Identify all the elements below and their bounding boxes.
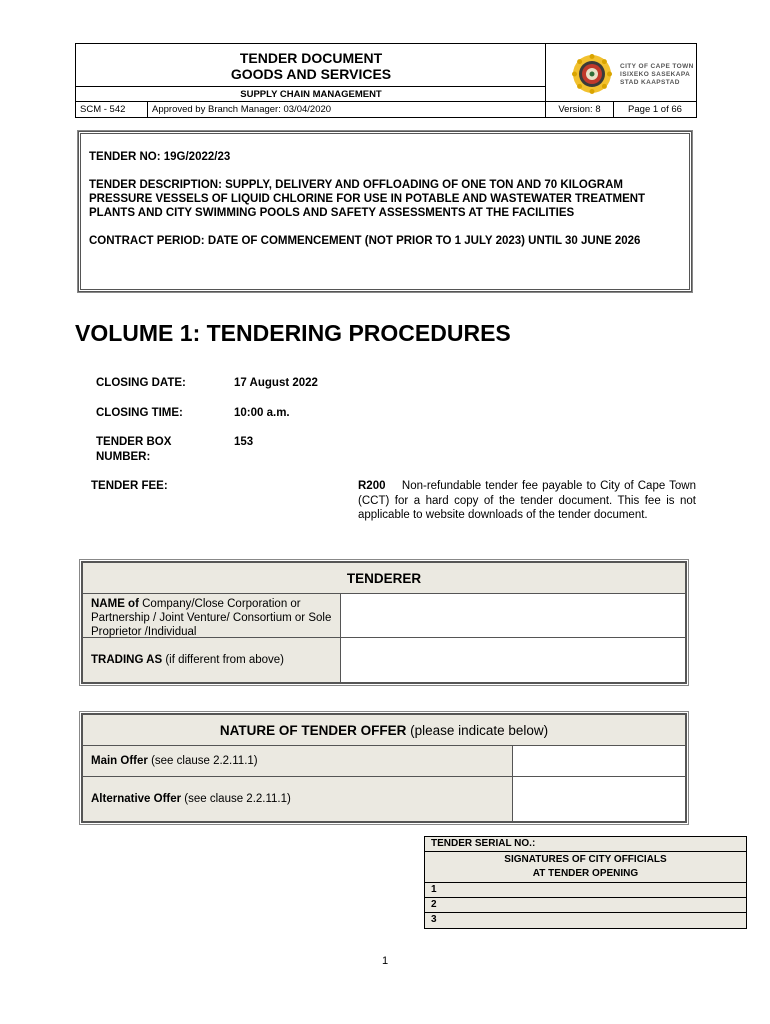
header-title-block [76, 44, 546, 101]
tenderer-name-row [83, 594, 685, 638]
serial-label: TENDER SERIAL NO.: [425, 837, 746, 852]
tender-fee-label: TENDER FEE: [91, 480, 168, 492]
trading-as-label: TRADING AS (if different from above) [83, 638, 341, 682]
closing-date-value: 17 August 2022 [234, 377, 318, 389]
tender-description: TENDER DESCRIPTION: SUPPLY, DELIVERY AND OFFLOADING OF ONE TON AND 70 KILOGRAM PRESSURE VESSELS OF LIQUID CHLORINE FOR USE IN POTABLE AND WASTEWATER TREATMENT PLANTS AND CITY SWIMMING POOLS AND SAFETY ASSESSMENTS AT THE FACILITIES [89, 179, 646, 219]
closing-date-label: CLOSING DATE: [96, 377, 186, 389]
nature-of-offer-table [81, 713, 687, 823]
page-number: 1 [381, 955, 389, 967]
volume-title: VOLUME 1: TENDERING PROCEDURES [75, 320, 511, 346]
alternative-offer-label: Alternative Offer (see clause 2.2.11.1) [83, 777, 513, 821]
document-header [75, 43, 697, 118]
signatures-heading: SIGNATURES OF CITY OFFICIALS AT TENDER OPENING [425, 852, 746, 883]
city-logo-icon [572, 54, 612, 94]
tenderer-name-label: NAME of Company/Close Corporation or Partnership / Joint Venture/ Consortium or Sole Proprietor /Individual [83, 594, 341, 637]
page-count: Page 1 of 66 [628, 104, 682, 115]
header-title-line2: GOODS AND SERVICES [230, 66, 392, 82]
tenderer-name-field[interactable] [341, 594, 685, 637]
closing-time-label: CLOSING TIME: [96, 407, 183, 419]
nature-heading: NATURE OF TENDER OFFER (please indicate below) [83, 715, 685, 746]
main-offer-field[interactable] [513, 746, 685, 776]
doc-code: SCM - 542 [76, 102, 148, 118]
header-title-line1: TENDER DOCUMENT [239, 50, 383, 66]
tender-info-box [78, 131, 692, 292]
tender-box-label: TENDER BOX NUMBER: [96, 436, 172, 463]
tender-number: TENDER NO: 19G/2022/23 [89, 151, 231, 163]
city-logo-text: CITY OF CAPE TOWN ISIXEKO SASEKAPA STAD KAAPSTAD [620, 63, 694, 86]
header-meta-row [76, 101, 696, 117]
header-subtitle: SUPPLY CHAIN MANAGEMENT [240, 89, 382, 100]
signature-row[interactable]: 2 [425, 898, 746, 913]
alternative-offer-row [83, 777, 685, 821]
approval-note: Approved by Branch Manager: 03/04/2020 [148, 102, 546, 118]
tenderer-table [81, 561, 687, 684]
main-offer-label: Main Offer (see clause 2.2.11.1) [83, 746, 513, 776]
tenderer-heading: TENDERER [83, 563, 685, 594]
alternative-offer-field[interactable] [513, 777, 685, 821]
header-divider [76, 86, 546, 87]
trading-as-row [83, 638, 685, 682]
closing-time-value: 10:00 a.m. [234, 407, 290, 419]
signature-row[interactable]: 1 [425, 883, 746, 898]
signature-row[interactable]: 3 [425, 913, 746, 928]
tender-serial-table [424, 836, 747, 929]
version-label: Version: 8 [546, 102, 614, 118]
tender-fee-text: R200 Non-refundable tender fee payable to City of Cape Town (CCT) for a hard copy of the tender document. This fee is not applicable to website downloads of the tender document. [358, 480, 696, 521]
main-offer-row [83, 746, 685, 777]
tender-box-value: 153 [234, 436, 254, 448]
contract-period: CONTRACT PERIOD: DATE OF COMMENCEMENT (NOT PRIOR TO 1 JULY 2023) UNTIL 30 JUNE 2026 [89, 235, 641, 247]
trading-as-field[interactable] [341, 638, 685, 682]
